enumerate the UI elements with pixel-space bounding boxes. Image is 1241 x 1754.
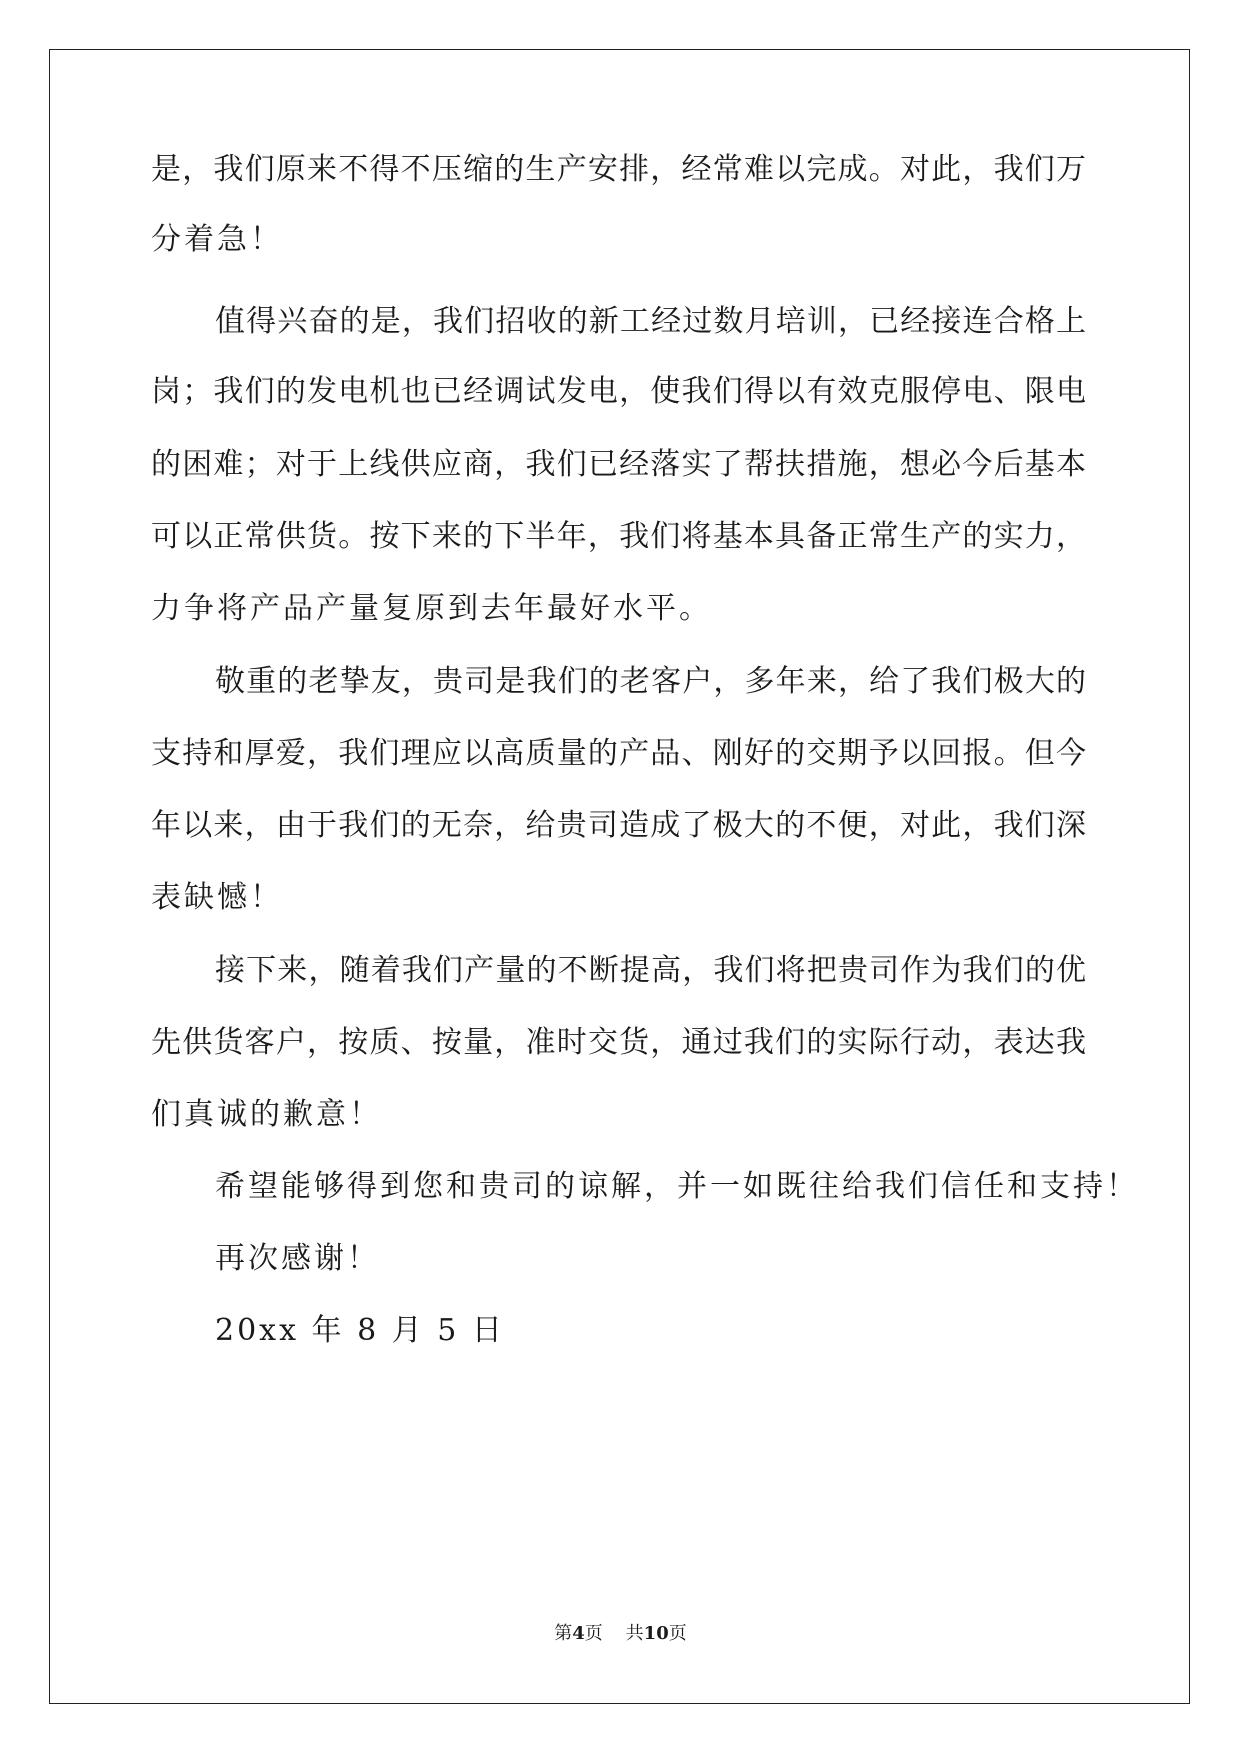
paragraph-line: 再次感谢！ <box>215 1241 380 1276</box>
footer-page-number: 4 <box>572 1623 585 1644</box>
paragraph-line: 希望能够得到您和贵司的谅解，并一如既往给我们信任和支持！ <box>215 1169 1139 1204</box>
paragraph-line: 值得兴奋的是，我们招收的新工经过数月培训，已经接连合格上 <box>215 304 1086 339</box>
text-line: 可以正常供货。按下来的下半年，我们将基本具备正常生产的实力， <box>151 519 1086 554</box>
footer-suffix: 页 <box>668 1623 687 1644</box>
text-line: 们真诚的歉意！ <box>151 1097 382 1132</box>
date-line: 20xx 年 8 月 5 日 <box>215 1313 505 1348</box>
text-line: 的困难；对于上线供应商，我们已经落实了帮扶措施，想必今后基本 <box>151 447 1086 482</box>
footer-prefix: 第 <box>554 1623 573 1644</box>
paragraph-line: 敬重的老挚友，贵司是我们的老客户，多年来，给了我们极大的 <box>215 664 1086 699</box>
text-line: 分着急！ <box>151 222 283 257</box>
text-line: 表缺憾！ <box>151 880 283 915</box>
text-line: 年以来，由于我们的无奈，给贵司造成了极大的不便，对此，我们深 <box>151 808 1086 843</box>
text-line: 先供货客户，按质、按量，准时交货，通过我们的实际行动，表达我 <box>151 1025 1086 1060</box>
text-line: 是，我们原来不得不压缩的生产安排，经常难以完成。对此，我们万 <box>151 152 1086 187</box>
footer-middle: 页 共 <box>584 1623 644 1644</box>
footer-total-pages: 10 <box>643 1623 669 1644</box>
text-line: 力争将产品产量复原到去年最好水平。 <box>151 591 712 626</box>
text-line: 支持和厚爱，我们理应以高质量的产品、刚好的交期予以回报。但今 <box>151 736 1086 771</box>
page-footer <box>0 1622 1241 1646</box>
page-border <box>49 49 1190 1704</box>
paragraph-line: 接下来，随着我们产量的不断提高，我们将把贵司作为我们的优 <box>215 953 1086 988</box>
text-line: 岗；我们的发电机也已经调试发电，使我们得以有效克服停电、限电 <box>151 374 1086 409</box>
